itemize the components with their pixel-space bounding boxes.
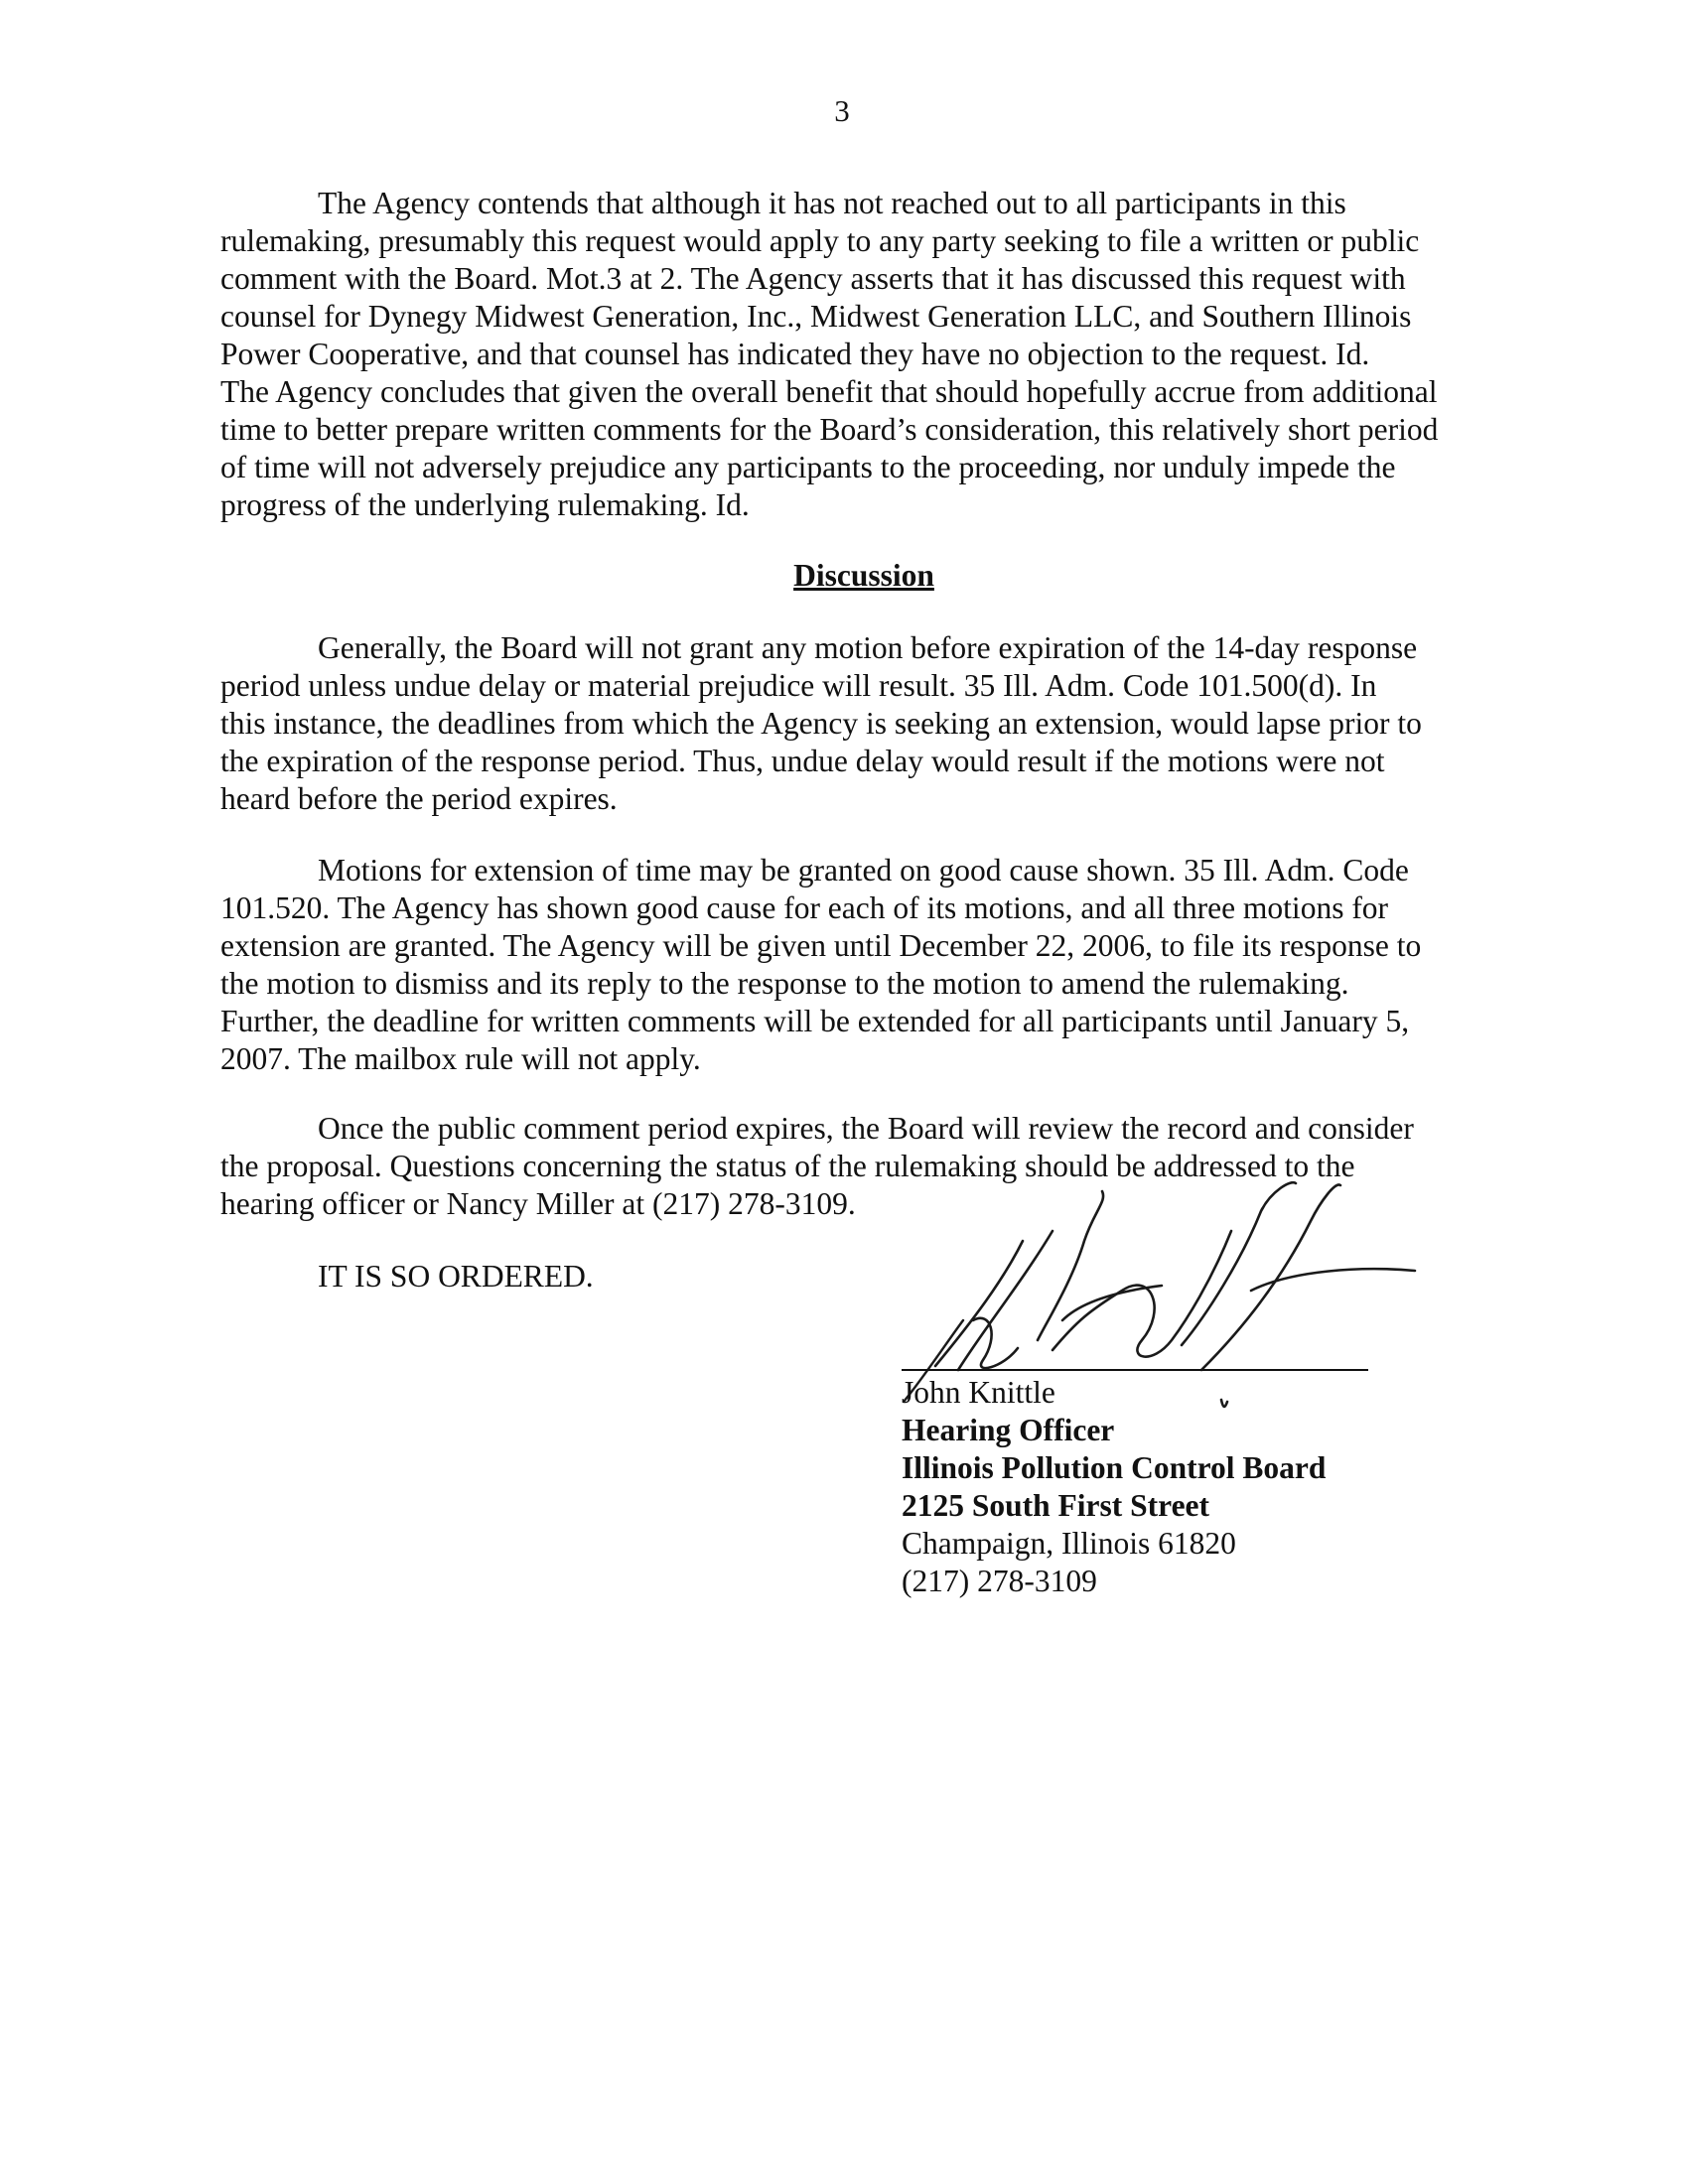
text-line: the motion to dismiss and its reply to the response to the motion to amend the rulemaking. — [220, 966, 1349, 1001]
it-is-so-ordered: IT IS SO ORDERED. — [318, 1259, 594, 1294]
text-line: Generally, the Board will not grant any motion before expiration of the 14-day response — [318, 630, 1418, 665]
signer-name: John Knittle — [902, 1375, 1055, 1410]
signer-city: Champaign, Illinois 61820 — [902, 1526, 1236, 1561]
text-line: Further, the deadline for written comments will be extended for all participants until January 5, — [220, 1004, 1410, 1038]
signer-title: Hearing Officer — [902, 1413, 1115, 1447]
text-line: extension are granted. The Agency will be given until December 22, 2006, to file its response to — [220, 928, 1422, 963]
signer-street: 2125 South First Street — [902, 1488, 1210, 1523]
text-line: of time will not adversely prejudice any participants to the proceeding, nor unduly impede the — [220, 450, 1396, 484]
text-line: period unless undue delay or material prejudice will result. 35 Ill. Adm. Code 101.500(d). In — [220, 668, 1377, 703]
text-line: counsel for Dynegy Midwest Generation, Inc., Midwest Generation LLC, and Southern Illinois — [220, 299, 1412, 334]
section-heading-discussion: Discussion — [793, 558, 934, 593]
text-line: The Agency contends that although it has not reached out to all participants in this — [318, 186, 1346, 220]
text-line: this instance, the deadlines from which the Agency is seeking an extension, would lapse prior to — [220, 706, 1422, 741]
text-line: progress of the underlying rulemaking. Id. — [220, 487, 750, 522]
text-line: The Agency concludes that given the overall benefit that should hopefully accrue from additional — [220, 374, 1438, 409]
signature-block — [902, 1374, 1326, 1600]
signature-line — [902, 1369, 1368, 1371]
paragraph-motions-extension — [220, 852, 1501, 1078]
text-line: rulemaking, presumably this request would apply to any party seeking to file a written or public — [220, 223, 1420, 258]
text-line: heard before the period expires. — [220, 781, 618, 816]
text-line: the expiration of the response period. Thus, undue delay would result if the motions were not — [220, 744, 1385, 778]
text-line: time to better prepare written comments for the Board’s consideration, this relatively short period — [220, 412, 1439, 447]
paragraph-generally — [220, 629, 1501, 818]
text-line: comment with the Board. Mot.3 at 2. The Agency asserts that it has discussed this request with — [220, 261, 1406, 296]
text-line: Power Cooperative, and that counsel has indicated they have no objection to the request. Id. — [220, 337, 1370, 371]
page-number: 3 — [834, 93, 850, 128]
text-line: 2007. The mailbox rule will not apply. — [220, 1041, 701, 1076]
signer-organization: Illinois Pollution Control Board — [902, 1450, 1327, 1485]
paragraph-agency-contends — [220, 185, 1501, 524]
text-line: the proposal. Questions concerning the status of the rulemaking should be addressed to the — [220, 1149, 1355, 1183]
text-line: hearing officer or Nancy Miller at (217) 278-3109. — [220, 1186, 856, 1221]
signer-phone: (217) 278-3109 — [902, 1564, 1097, 1598]
text-line: 101.520. The Agency has shown good cause for each of its motions, and all three motions for — [220, 890, 1389, 925]
text-line: Motions for extension of time may be granted on good cause shown. 35 Ill. Adm. Code — [318, 853, 1409, 887]
text-line: Once the public comment period expires, the Board will review the record and consider — [318, 1111, 1414, 1146]
